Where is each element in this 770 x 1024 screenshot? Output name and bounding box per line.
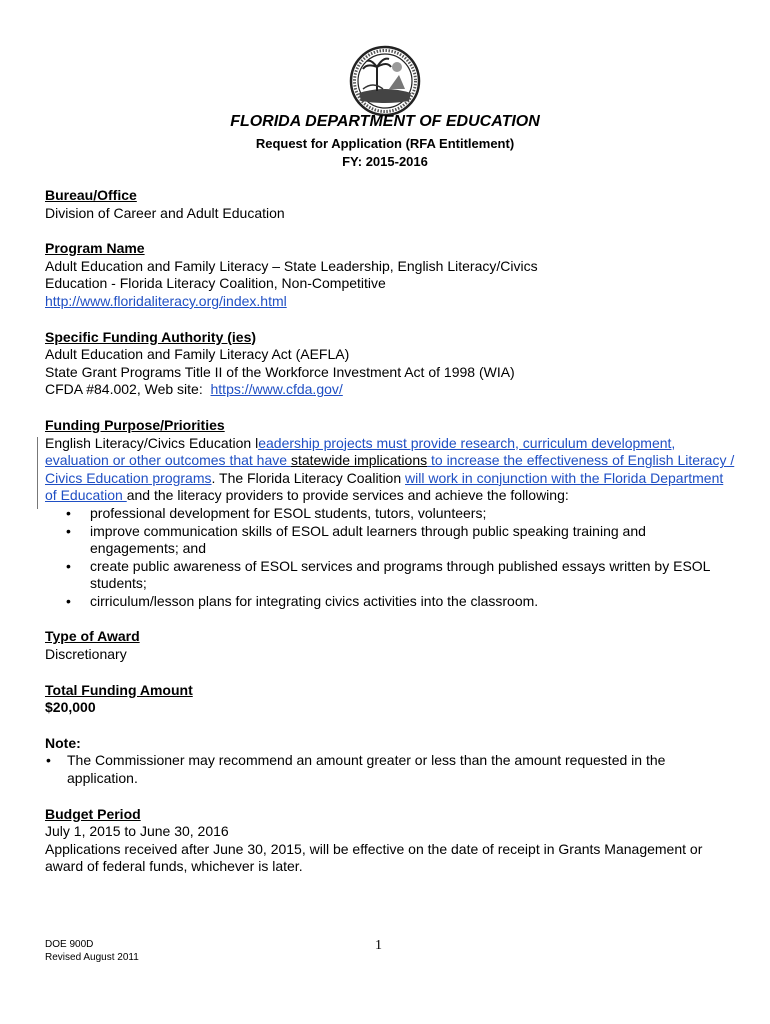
budget-dates: July 1, 2015 to June 30, 2016 — [45, 823, 229, 840]
purpose-text-3: . The Florida Literacy Coalition — [211, 469, 406, 486]
cfda-label: CFDA #84.002, Web site: — [45, 381, 203, 398]
tracked-insert-4: Civics Education programs — [45, 469, 212, 486]
funding-value: $20,000 — [45, 699, 96, 716]
note-heading: Note: — [45, 734, 81, 751]
list-item: • create public awareness of ESOL services and programs through published essays written by ESOL students; — [66, 557, 710, 592]
award-heading: Type of Award — [45, 628, 140, 645]
revised-date: Revised August 2011 — [45, 952, 139, 963]
budget-heading: Budget Period — [45, 805, 141, 822]
authority-line-2: State Grant Programs Title II of the Workforce Investment Act of 1998 (WIA) — [45, 363, 515, 380]
form-id: DOE 900D — [45, 939, 94, 950]
funding-heading: Total Funding Amount — [45, 681, 193, 698]
list-item: • improve communication skills of ESOL adult learners through public speaking training and engagements; and — [66, 522, 646, 557]
purpose-heading: Funding Purpose/Priorities — [45, 416, 225, 433]
note-list — [45, 752, 735, 787]
agency-title: FLORIDA DEPARTMENT OF EDUCATION — [230, 113, 540, 130]
document-subtitle: Request for Application (RFA Entitlement) — [255, 136, 515, 151]
state-seal-icon — [349, 45, 421, 117]
authority-line-1: Adult Education and Family Literacy Act (AEFLA) — [45, 346, 350, 363]
program-link[interactable]: http://www.floridaliteracy.org/index.html — [45, 292, 287, 309]
program-line-1: Adult Education and Family Literacy – State Leadership, English Literacy/Civics — [45, 257, 538, 274]
tracked-insert-3: / — [726, 452, 735, 469]
program-line-2b: , Non-Competitive — [273, 275, 386, 292]
purpose-paragraph — [45, 435, 735, 505]
purpose-text-4: and the literacy providers to provide services and achieve the following: — [126, 487, 569, 504]
tracked-insert-5: will work in conjunction with the Florida Department of Education — [45, 469, 724, 504]
award-value: Discretionary — [45, 646, 127, 663]
tracked-insert-1: eadership projects must provide research, curriculum development, evaluation or other outcomes that have — [45, 434, 676, 469]
authority-line-3 — [45, 381, 735, 399]
cfda-link[interactable]: https://www.cfda.gov/ — [210, 381, 343, 398]
program-line-2 — [45, 275, 735, 293]
revision-change-bar — [37, 437, 38, 509]
fiscal-year: FY: 2015-2016 — [342, 154, 428, 169]
document-body — [45, 187, 735, 876]
authority-heading: Specific Funding Authority (ies) — [45, 328, 257, 345]
budget-note: Applications received after June 30, 2015, will be effective on the date of receipt in Grants Management or award of federal funds, whichever is later. — [45, 840, 703, 875]
list-item: • The Commissioner may recommend an amount greater or less than the amount requested in the application. — [46, 752, 666, 787]
form-footer — [45, 938, 139, 964]
tracked-insert-2: to increase the effectiveness of English Literacy — [427, 452, 727, 469]
purpose-bullet-list — [45, 505, 735, 611]
purpose-text-1: English Literacy/Civics Education l — [45, 434, 259, 451]
bureau-heading: Bureau/Office — [45, 187, 137, 203]
program-heading: Program Name — [45, 240, 145, 257]
program-line-2a: Education - Florida Literacy Coalition — [45, 275, 274, 292]
bureau-value: Division of Career and Adult Education — [45, 204, 285, 221]
list-item: • cirriculum/lesson plans for integrating civics activities into the classroom. — [66, 592, 539, 609]
page-number: 1 — [375, 938, 382, 953]
purpose-text-2: statewide implications — [290, 452, 428, 469]
list-item: • professional development for ESOL students, tutors, volunteers; — [66, 504, 487, 521]
